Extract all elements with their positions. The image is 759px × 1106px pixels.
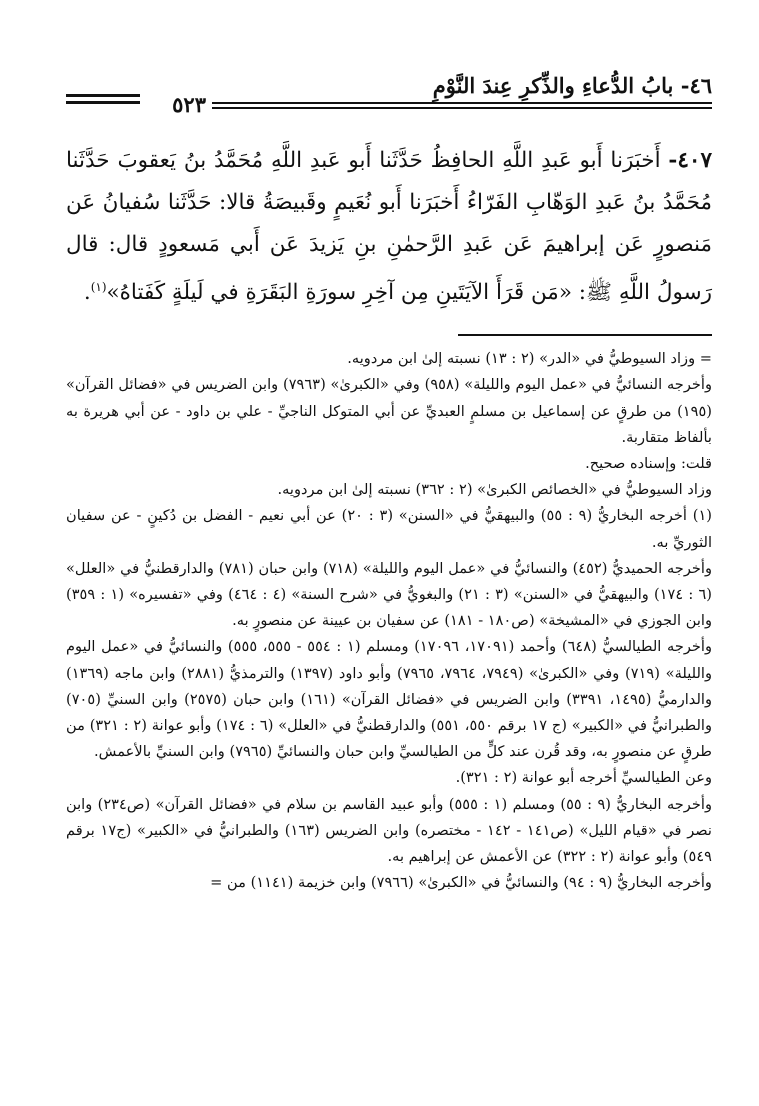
hadith-line: سُفيانُ عَن مَنصورٍ عَن إبراهيمَ عَن عَبدِ الرَّحمٰنِ بنِ يَزيدَ عَن أَبي مَسعودٍ قال: bbox=[66, 190, 712, 257]
footnote-paragraph: وأخرجه البخاريُّ (٩ : ٥٥) ومسلم (١ : ٥٥٥) وأبو عبيد القاسم بن سلام في «فضائل القرآن» (ص٢٣٤) وابن نصر في «قيام الليل» (ص١٤١ - ١٤٢ - مختصره) وابن الضريس (١٦٣) والطبرانيُّ في «الكبير» (ج١٧ برقم ٥٤٩) وأبو عوانة (٢ : ٣٢٢) عن الأعمش عن إبراهيم به. bbox=[66, 795, 712, 866]
footnote-paragraph: وأخرجه الحميديُّ (٤٥٢) والنسائيُّ في «عمل اليوم والليلة» (٧١٨) وابن حبان (٧٨١) والدارقطنيُّ في «العلل» (٦ : ١٧٤) والبيهقيُّ في «السنن» (٣ : ٢١) والبغويُّ في «شرح السنة» (٤ : ٤٦٤) وفي «تفسيره» (١ : ٣٥٩) وابن الجوزي في «المشيخة» (ص١٨٠ - ١٨١) عن سفيان بن عيينة عن منصورٍ به. bbox=[66, 559, 713, 630]
hadith-line: حَدَّثَنا مُحَمَّدُ بنُ عَبدِ الوَهّابِ الفَرّاءُ أَخبَرَنا أَبو نُعَيمٍ وقَبيصَةُ قالا: حَدَّثَنا bbox=[66, 148, 712, 215]
header-rule bbox=[212, 102, 712, 109]
footnote-paragraph: وأخرجه البخاريُّ (٩ : ٩٤) والنسائيُّ في «الكبرىٰ» (٧٩٦٦) وابن خزيمة (١١٤١) من = bbox=[210, 874, 712, 892]
footnote-paragraph: وعن الطيالسيِّ أخرجه أبو عوانة (٢ : ٣٢١). bbox=[455, 769, 712, 787]
footnote-paragraph: قلت: وإسناده صحيح. bbox=[585, 454, 712, 472]
chapter-title: ٤٦- بابُ الدُّعاءِ والذِّكرِ عِندَ النَّوْمِ bbox=[432, 73, 712, 98]
hadith-line: أَخبَرَنا أَبو عَبدِ اللَّهِ الحافِظُ حَدَّثَنا أَبو عَبدِ اللَّهِ مُحَمَّدُ بنُ يَعقوبَ bbox=[117, 148, 661, 173]
footnotes bbox=[66, 346, 712, 896]
hadith-end: . bbox=[83, 280, 91, 306]
footnote-divider bbox=[458, 334, 712, 336]
footnote-paragraph: وأخرجه النسائيُّ في «عمل اليوم والليلة» (٩٥٨) وفي «الكبرىٰ» (٧٩٦٣) وابن الضريس في «فضائل القرآن» (١٩٥) من طرقٍ عن إسماعيل بن مسلمٍ العبديِّ عن أبي المتوكل الناجيِّ - علي بن داود - عن أبي هريرة به بألفاظ متقاربة. bbox=[66, 376, 712, 446]
book-page bbox=[66, 72, 712, 896]
page-header bbox=[66, 72, 712, 118]
page-number: ٥٢٣ bbox=[172, 92, 206, 117]
footnote-paragraph: (١) أخرجه البخاريُّ (٩ : ٥٥) والبيهقيُّ في «السنن» (٣ : ٢٠) عن أبي نعيم - الفضل بن دُكينٍ - عن سفيان الثوريِّ به. bbox=[66, 507, 712, 551]
footnote-reference: (١) bbox=[90, 280, 107, 294]
hadith-number: ٤٠٧- bbox=[668, 148, 712, 173]
page-number-rule bbox=[66, 94, 140, 108]
footnote-paragraph: وزاد السيوطيُّ في «الخصائص الكبرىٰ» (٢ : ٣٦٢) نسبته إلىٰ ابن مردويه. bbox=[277, 481, 712, 499]
hadith-text bbox=[66, 140, 712, 314]
hadith-line: قال رَسولُ اللَّهِ ﷺ: «مَن قَرَأَ الآيَتَينِ مِن آخِرِ سورَةِ البَقَرَةِ في لَيلَةٍ كَفَتاهُ» bbox=[66, 232, 712, 306]
footnote-paragraph: وأخرجه الطيالسيُّ (٦٤٨) وأحمد (١٧٠٩١، ١٧٠٩٦) ومسلم (١ : ٥٥٤ - ٥٥٥، ٥٥٥) والنسائيُّ في «عمل اليوم والليلة» (٧١٩) وفي «الكبرىٰ» (٧٩٤٩، ٧٩٦٤، ٧٩٦٥) وأبو داود (١٣٩٧) والترمذيُّ (٢٨٨١) وابن ماجه (١٣٦٩) والدارميُّ (١٤٩٥، ٣٣٩١) وابن الضريس في «فضائل القرآن» (١٦١) وابن حبان (٢٥٧٥) وابن السنيِّ (٧٠٥) والطبرانيُّ في «الكبير» (ج ١٧ برقم ٥٥٠، ٥٥١) والدارقطنيُّ في «العلل» (٦ : ١٧٤) وأبو عوانة (٢ : ٣٢١) من طرقٍ عن منصورٍ به، وقد قُرن عند كلٍّ من الطيالسيِّ وابن حبان والنسائيِّ (٧٩٦٥) وابن السنيِّ بالأعمش. bbox=[66, 638, 713, 761]
footnote-paragraph: = وزاد السيوطيُّ في «الدر» (٢ : ١٣) نسبته إلىٰ ابن مردويه. bbox=[347, 350, 712, 368]
